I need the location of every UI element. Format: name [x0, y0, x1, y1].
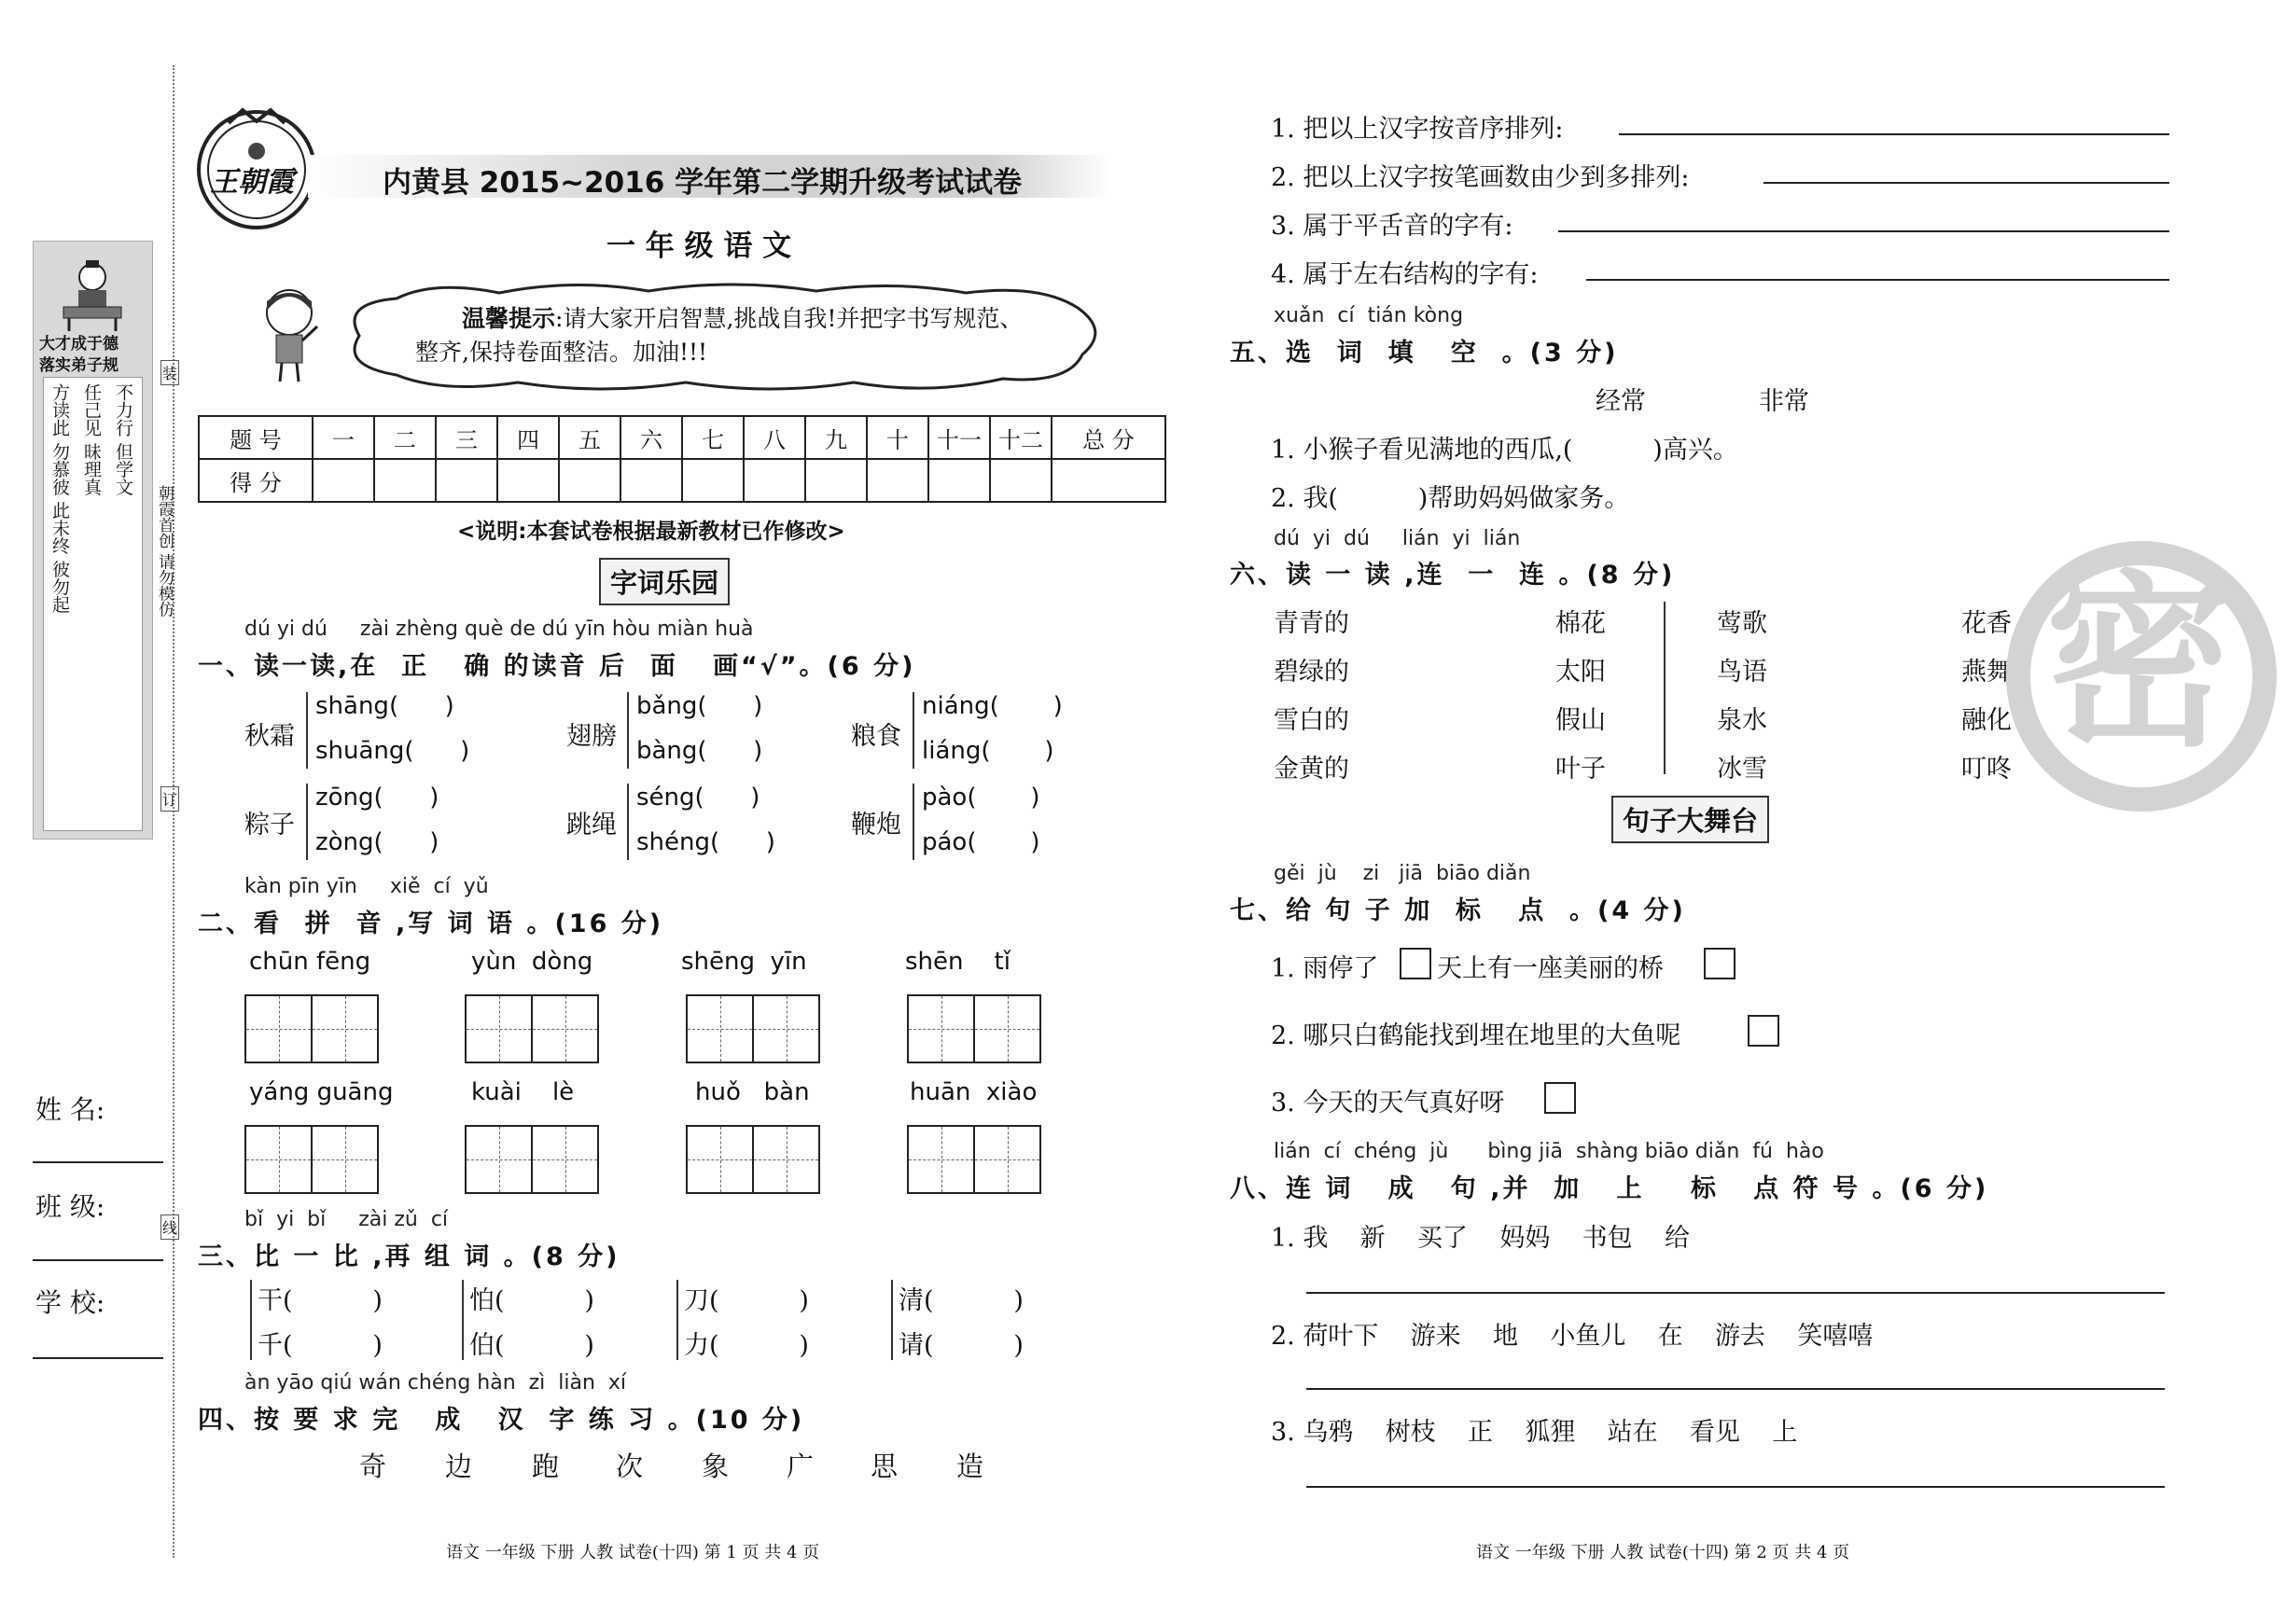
q4-sub-2-line[interactable]: [1763, 182, 2169, 184]
score-header-cell: 九: [805, 416, 867, 459]
q2-pinyin-word: chūn fēng: [249, 948, 371, 976]
footer-left: 语文 一年级 下册 人教 试卷(十四) 第 1 页 共 4 页: [446, 1543, 820, 1562]
q2-pinyin-word: huān xiào: [910, 1078, 1038, 1106]
score-table-header-row: [199, 416, 1165, 459]
q6-right-b: 叮咚: [1961, 755, 2012, 784]
seal-char-1: 装: [160, 360, 179, 385]
punctuation-box[interactable]: [1400, 948, 1431, 979]
score-row-label: 得 分: [199, 459, 313, 502]
q7-title: 七、给 句 子 加 标 点 。(4 分): [1230, 896, 1686, 925]
score-header-cell: 题 号: [199, 416, 313, 459]
q8-item: 3. 乌鸦 树枝 正 狐狸 站在 看见 上: [1271, 1418, 1798, 1447]
q2-writing-grid[interactable]: [686, 1125, 820, 1194]
q1-title: 一、读一读,在 正 确 的读音 后 面 画“√”。(6 分): [198, 652, 916, 681]
score-header-cell: 六: [620, 416, 682, 459]
q8-item: 2. 荷叶下 游来 地 小鱼儿 在 游去 笑嘻嘻: [1271, 1322, 1874, 1351]
q2-pinyin-word: yáng guāng: [249, 1078, 394, 1106]
score-header-cell: 三: [436, 416, 497, 459]
q4-sub-4-line[interactable]: [1586, 279, 2169, 281]
tip-line-1: [462, 300, 1023, 334]
part1-title: 字词乐园: [599, 558, 730, 605]
score-cell[interactable]: [744, 459, 805, 502]
q1-option[interactable]: séng( ): [636, 784, 760, 812]
q1-option[interactable]: shuāng( ): [315, 737, 470, 765]
q4-sub-3: 3. 属于平舌音的字有:: [1271, 212, 1513, 241]
q3-title: 三、比 一 比 ,再 组 词 。(8 分): [198, 1242, 620, 1271]
score-cell[interactable]: [867, 459, 928, 502]
score-header-cell: 十: [867, 416, 928, 459]
q3-item[interactable]: 怕( ): [469, 1286, 594, 1315]
q6-pinyin: dú yi dú lián yi lián: [1274, 527, 1521, 550]
q1-bracket: [627, 692, 629, 769]
q1-option[interactable]: shéng( ): [636, 828, 775, 856]
tip-text-1: :请大家开启智慧,挑战自我!并把字书写规范、: [555, 305, 1024, 332]
q7-item-3: 3. 今天的天气真好呀: [1271, 1089, 1505, 1117]
q5-pinyin: xuǎn cí tián kòng: [1274, 304, 1464, 327]
q7-pinyin: gěi jù zi jiā biāo diǎn: [1274, 862, 1531, 885]
score-cell[interactable]: [682, 459, 744, 502]
seal-char-3: 线: [160, 1215, 179, 1240]
punctuation-box[interactable]: [1544, 1082, 1576, 1114]
score-cell[interactable]: [1052, 459, 1165, 502]
class-line[interactable]: [33, 1259, 163, 1261]
punctuation-box[interactable]: [1704, 948, 1735, 979]
q5-item[interactable]: 1. 小猴子看见满地的西瓜,( )高兴。: [1271, 436, 1738, 465]
q6-right-b: 燕舞: [1961, 658, 2012, 687]
q4-sub-1: 1. 把以上汉字按音序排列:: [1271, 115, 1564, 144]
q1-word: 翅膀: [566, 722, 617, 751]
q3-pinyin: bǐ yi bǐ zài zǔ cí: [244, 1208, 449, 1231]
q3-item[interactable]: 力( ): [684, 1331, 809, 1360]
q5-option: 非常: [1759, 387, 1809, 416]
tip-line-2: 整齐,保持卷面整洁。加油!!!: [415, 339, 708, 366]
q1-bracket: [627, 784, 629, 860]
q1-word: 粽子: [244, 811, 295, 840]
q7-item-2: 2. 哪只白鹤能找到埋在地里的大鱼呢: [1271, 1021, 1681, 1050]
q3-item[interactable]: 清( ): [899, 1286, 1024, 1315]
q1-option[interactable]: niáng( ): [922, 692, 1063, 720]
seal-char-2: 订: [160, 786, 179, 812]
score-header-cell: 总 分: [1052, 416, 1165, 459]
q1-bracket: [306, 784, 308, 860]
q5-item[interactable]: 2. 我( )帮助妈妈做家务。: [1271, 484, 1630, 513]
q1-option[interactable]: zòng( ): [315, 828, 439, 856]
q4-sub-1-line[interactable]: [1619, 133, 2169, 135]
q8-answer-line[interactable]: [1306, 1388, 2165, 1390]
school-label: 学 校:: [35, 1287, 105, 1318]
score-cell[interactable]: [313, 459, 374, 502]
footer-right: 语文 一年级 下册 人教 试卷(十四) 第 2 页 共 4 页: [1476, 1543, 1850, 1562]
q3-item[interactable]: 伯( ): [469, 1331, 594, 1360]
q1-bracket: [913, 784, 914, 860]
q3-bracket: [891, 1280, 893, 1360]
q3-bracket: [676, 1280, 678, 1360]
score-cell[interactable]: [559, 459, 620, 502]
q6-left-b: 太阳: [1555, 658, 1606, 687]
q1-option[interactable]: pào( ): [922, 784, 1040, 812]
watermark-char: 密: [2045, 555, 2233, 772]
q4-sub-2: 2. 把以上汉字按笔画数由少到多排列:: [1271, 163, 1690, 192]
name-label: 姓 名:: [35, 1094, 105, 1125]
q1-option[interactable]: shāng( ): [315, 692, 454, 720]
score-table: [198, 415, 1166, 503]
score-header-cell: 二: [374, 416, 436, 459]
sidebar-panel: [33, 241, 153, 840]
q4-sub-3-line[interactable]: [1558, 230, 2169, 232]
q4-pinyin: àn yāo qiú wán chéng hàn zì liàn xí: [244, 1371, 627, 1395]
score-cell[interactable]: [374, 459, 436, 502]
girl-cartoon: [252, 285, 327, 387]
score-header-cell: 十二: [990, 416, 1052, 459]
q4-char: 次: [616, 1450, 644, 1482]
q1-word: 秋霜: [244, 722, 295, 751]
q3-bracket: [462, 1280, 464, 1360]
q5-option: 经常: [1596, 387, 1646, 416]
q3-item[interactable]: 千( ): [258, 1331, 383, 1360]
class-label: 班 级:: [35, 1191, 105, 1222]
q1-word: 跳绳: [566, 811, 617, 840]
scholar-figure: [50, 251, 134, 335]
q2-writing-grid[interactable]: [465, 994, 599, 1063]
q8-answer-line[interactable]: [1306, 1486, 2165, 1488]
score-cell[interactable]: [990, 459, 1052, 502]
sidebar-verse-2: 任己见 昧理真: [81, 383, 102, 496]
q1-option[interactable]: liáng( ): [922, 737, 1054, 765]
score-cell[interactable]: [805, 459, 867, 502]
score-cell[interactable]: [497, 459, 559, 502]
punctuation-box[interactable]: [1748, 1015, 1779, 1047]
q4-char: 造: [956, 1450, 984, 1482]
q8-pinyin: lián cí chéng jù bìng jiā shàng biāo diǎn fú hào: [1274, 1140, 1824, 1163]
q2-pinyin-word: kuài lè: [471, 1078, 575, 1106]
q2-writing-grid[interactable]: [907, 1125, 1041, 1194]
score-cell[interactable]: [620, 459, 682, 502]
q6-divider: [1664, 602, 1666, 774]
q2-writing-grid[interactable]: [907, 994, 1041, 1063]
q2-writing-grid[interactable]: [686, 994, 820, 1063]
sidebar-verse-1: 不力行 但学文: [113, 383, 133, 496]
school-line[interactable]: [33, 1357, 163, 1359]
q3-bracket: [250, 1280, 252, 1360]
q4-title: 四、按 要 求 完 成 汉 字 练 习 。(10 分): [198, 1406, 805, 1435]
score-header-cell: 五: [559, 416, 620, 459]
q3-item[interactable]: 干( ): [258, 1286, 383, 1315]
q7-item-1b: 天上有一座美丽的桥: [1437, 954, 1664, 983]
score-cell[interactable]: [436, 459, 497, 502]
q6-right-a: 莺歌: [1717, 609, 1767, 638]
q6-left-b: 棉花: [1555, 609, 1606, 638]
q6-right-a: 冰雪: [1717, 755, 1767, 784]
q6-left-b: 假山: [1555, 706, 1606, 735]
name-line[interactable]: [33, 1161, 163, 1163]
brand-logo-text: 王朝霞: [210, 166, 294, 199]
q2-pinyin-word: shēng yīn: [681, 948, 807, 976]
q2-pinyin-word: yùn dòng: [471, 948, 593, 976]
score-header-cell: 八: [744, 416, 805, 459]
q6-right-a: 鸟语: [1717, 658, 1767, 687]
q6-left-a: 雪白的: [1274, 706, 1349, 735]
q7-item-1a: 1. 雨停了: [1271, 954, 1379, 983]
sidebar-verse-3: 方读此 勿慕彼 此未终 彼勿起: [49, 383, 70, 614]
revision-note: <说明:本套试卷根据最新教材已作修改>: [457, 520, 845, 544]
q1-bracket: [913, 692, 914, 769]
q4-char: 象: [702, 1450, 730, 1482]
q4-sub-4: 4. 属于左右结构的字有:: [1271, 260, 1539, 289]
exam-title: 内黄县 2015~2016 学年第二学期升级考试试卷: [383, 166, 1023, 200]
q1-option[interactable]: bǎng( ): [636, 692, 763, 720]
q2-writing-grid[interactable]: [244, 1125, 379, 1194]
q2-writing-grid[interactable]: [465, 1125, 599, 1194]
score-header-cell: 四: [497, 416, 559, 459]
q4-char: 奇: [359, 1450, 387, 1482]
q8-answer-line[interactable]: [1306, 1292, 2165, 1294]
q6-left-b: 叶子: [1555, 755, 1606, 784]
q1-word: 粮食: [851, 722, 901, 751]
q6-left-a: 碧绿的: [1274, 658, 1349, 687]
q4-char: 边: [445, 1450, 473, 1482]
q1-option[interactable]: zōng( ): [315, 784, 439, 812]
tip-label: 温馨提示: [462, 305, 556, 332]
q6-left-a: 青青的: [1274, 609, 1349, 638]
q3-item[interactable]: 刀( ): [684, 1286, 809, 1315]
q2-pinyin: kàn pīn yīn xiě cí yǔ: [244, 875, 489, 898]
q1-word: 鞭炮: [851, 811, 901, 840]
q1-bracket: [306, 692, 308, 769]
q6-right-b: 花香: [1961, 609, 2012, 638]
q2-pinyin-word: shēn tǐ: [905, 948, 1011, 976]
q1-pinyin: dú yi dú zài zhèng què de dú yīn hòu miàn huà: [244, 618, 754, 641]
q8-item: 1. 我 新 买了 妈妈 书包 给: [1271, 1224, 1690, 1253]
q6-title: 六、读 一 读 ,连 一 连 。(8 分): [1230, 561, 1676, 590]
q5-title: 五、选 词 填 空 。(3 分): [1230, 339, 1619, 368]
sidebar-verse-box: [43, 377, 143, 831]
q8-title: 八、连 词 成 句 ,并 加 上 标 点 符 号 。(6 分): [1230, 1174, 1989, 1203]
sidebar-motto2: 落实弟子规: [39, 356, 118, 375]
q4-char: 思: [871, 1450, 899, 1482]
part2-title: 句子大舞台: [1611, 796, 1769, 843]
q3-item[interactable]: 请( ): [899, 1331, 1024, 1360]
fold-line: [173, 65, 174, 1558]
score-header-cell: 一: [313, 416, 374, 459]
exam-subtitle: 一 年 级 语 文: [606, 229, 792, 263]
q1-option[interactable]: bàng( ): [636, 737, 763, 765]
sidebar-motto: 大才成于德: [39, 335, 118, 354]
q4-char: 广: [787, 1450, 815, 1482]
q6-left-a: 金黄的: [1274, 755, 1349, 784]
q6-right-a: 泉水: [1717, 706, 1767, 735]
sidebar-vertical-note: 朝霞首创 请勿模仿: [155, 485, 174, 618]
q4-char: 跑: [532, 1450, 560, 1482]
score-cell[interactable]: [928, 459, 990, 502]
q6-right-b: 融化: [1961, 706, 2012, 735]
q1-option[interactable]: páo( ): [922, 828, 1040, 856]
score-header-cell: 七: [682, 416, 744, 459]
q2-pinyin-word: huǒ bàn: [695, 1078, 810, 1106]
score-table-score-row: [199, 459, 1165, 502]
score-header-cell: 十一: [928, 416, 990, 459]
q2-title: 二、看 拼 音 ,写 词 语 。(16 分): [198, 909, 664, 938]
q2-writing-grid[interactable]: [244, 994, 379, 1063]
